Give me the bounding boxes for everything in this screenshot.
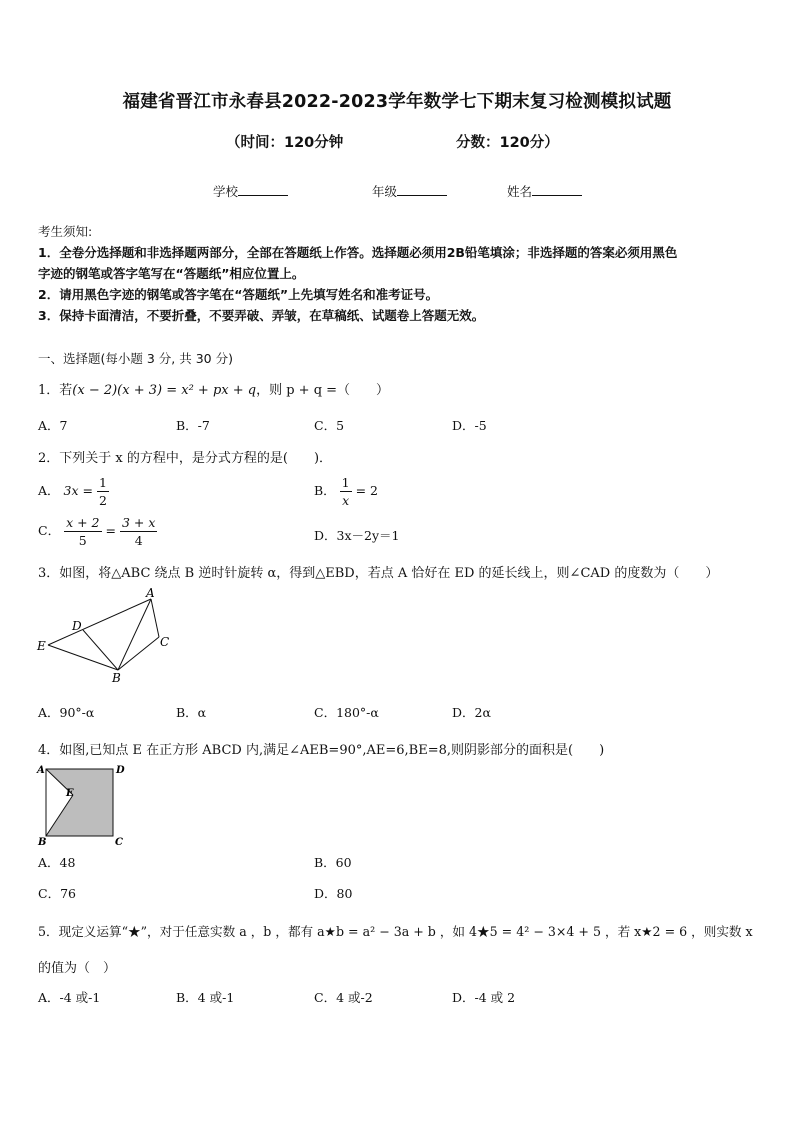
q4-square-figure [36, 762, 132, 848]
q3-option-a[interactable]: A．90°-α [38, 705, 95, 720]
notice-item-3: 3．保持卡面清洁，不要折叠，不要弄破、弄皱，在草稿纸、试题卷上答题无效。 [38, 308, 485, 323]
question-5-stem-cont: 的值为（ ） [38, 961, 117, 976]
q2-a-fraction: $\frac{1}{2}$ [98, 475, 107, 508]
notice-item-2: 2．请用黑色字迹的钢笔或答字笔在“答题纸”上先填写姓名和准考证号。 [38, 287, 439, 302]
exam-score: 分数：120分） [456, 135, 559, 151]
q2-option-b[interactable]: B． $\frac{1}{x}$ = 2 [314, 475, 379, 508]
q3-triangle-figure [32, 584, 182, 688]
notice-item-1-cont: 字迹的钢笔或答字笔写在“答题纸”相应位置上。 [38, 266, 305, 281]
school-blank[interactable] [238, 183, 288, 196]
q1-option-d[interactable]: D．-5 [452, 418, 487, 433]
q5-option-a[interactable]: A．-4 或-1 [38, 990, 101, 1005]
grade-blank[interactable] [397, 183, 447, 196]
name-blank[interactable] [532, 183, 582, 196]
label-d: D [72, 619, 82, 633]
exam-time: （时间：120分钟 [226, 135, 344, 151]
q4-option-a[interactable]: A．48 [38, 855, 76, 870]
grade-field: 年级 [372, 182, 447, 200]
label-b: B [112, 671, 121, 685]
notice-heading: 考生须知: [38, 224, 93, 239]
question-1-stem: 1．若(x − 2)(x + 3) = x² + px + q，则 p + q =（ ） [38, 383, 390, 398]
name-field: 姓名 [507, 182, 582, 200]
q5-option-c[interactable]: C．4 或-2 [314, 990, 373, 1005]
label-a: A [146, 586, 155, 600]
label-e: E [66, 788, 74, 799]
question-1-math: (x − 2)(x + 3) = x² + px + q [72, 383, 257, 398]
notice-item-1: 1．全卷分选择题和非选择题两部分，全部在答题纸上作答。选择题必须用2B铅笔填涂；非选择题的答案必须用黑色 [38, 245, 678, 260]
q4-option-c[interactable]: C．76 [38, 886, 76, 901]
question-5-stem: 5．现定义运算“★”，对于任意实数 a ，b ，都有 a★b = a² − 3a + b ，如 4★5 = 4² − 3×4 + 5 ，若 x★2 = 6 ，则实数 x [38, 924, 753, 939]
q5-option-b[interactable]: B．4 或-1 [176, 990, 235, 1005]
label-b: B [38, 837, 47, 848]
school-field: 学校 [213, 182, 288, 200]
page-title: 福建省晋江市永春县2022-2023学年数学七下期末复习检测模拟试题 [122, 92, 672, 112]
label-c: C [115, 837, 123, 848]
line-cb [118, 637, 159, 670]
q4-option-d[interactable]: D．80 [314, 886, 353, 901]
q2-option-c[interactable]: C． $\frac{x + 2}{5}$ = $\frac{3 + x}{4}$ [38, 515, 156, 548]
line-ac [151, 599, 159, 637]
q1-option-c[interactable]: C．5 [314, 418, 345, 433]
label-c: C [160, 635, 170, 649]
q4-option-b[interactable]: B．60 [314, 855, 352, 870]
q2-option-d[interactable]: D．3x－2y＝1 [314, 528, 400, 543]
label-a: A [37, 765, 45, 776]
q2-c-fraction-2: $\frac{3 + x}{4}$ [121, 515, 156, 548]
section-heading: 一、选择题(每小题 3 分, 共 30 分) [38, 351, 233, 366]
label-d: D [116, 765, 125, 776]
q3-option-c[interactable]: C．180°-α [314, 705, 379, 720]
q2-option-a[interactable]: A． 3x = $\frac{1}{2}$ [38, 475, 107, 508]
question-4-stem: 4．如图,已知点 E 在正方形 ABCD 内,满足∠AEB=90°,AE=6,BE=8,则阴影部分的面积是( ) [38, 743, 605, 758]
line-ab [118, 599, 151, 670]
question-2-stem: 2．下列关于 x 的方程中，是分式方程的是( )． [38, 451, 333, 466]
q1-option-a[interactable]: A．7 [38, 418, 68, 433]
label-e: E [37, 639, 46, 653]
question-3-stem: 3．如图，将△ABC 绕点 B 逆时针旋转 α，得到△EBD，若点 A 恰好在 ED 的延长线上，则∠CAD 的度数为（ ） [38, 566, 719, 581]
q2-b-fraction: $\frac{1}{x}$ [341, 475, 350, 508]
q3-option-b[interactable]: B．α [176, 705, 207, 720]
line-ea [48, 599, 151, 645]
q2-c-fraction-1: $\frac{x + 2}{5}$ [66, 515, 100, 548]
q5-option-d[interactable]: D．-4 或 2 [452, 990, 516, 1005]
q1-option-b[interactable]: B．-7 [176, 418, 210, 433]
q3-option-d[interactable]: D．2α [452, 705, 491, 720]
